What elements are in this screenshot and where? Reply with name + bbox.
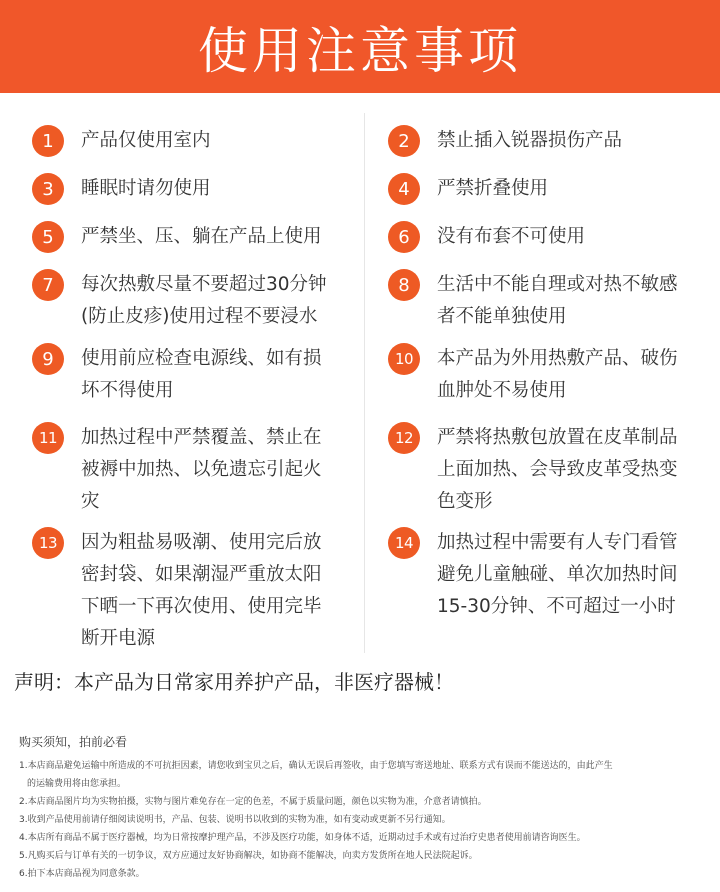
number-badge: 12 [388, 422, 420, 454]
precautions-grid [0, 113, 720, 653]
number-badge: 7 [32, 269, 64, 301]
precaution-text: 加热过程中需要有人专门看管 避免儿童触碰、单次加热时间 15-30分钟、不可超过一小时 [437, 532, 678, 617]
precaution-text: 每次热敷尽量不要超过30分钟 (防止皮疹)使用过程不要浸水 [81, 274, 327, 327]
precaution-text: 睡眠时请勿使用 [81, 178, 211, 199]
precaution-item [32, 173, 352, 205]
precaution-item [32, 125, 352, 157]
notice-line: 3.收到产品使用前请仔细阅读说明书，产品、包装、说明书以收到的实物为准，如有变动或更新不另行通知。 [19, 815, 451, 825]
notice-line: 5.凡购买后与订单有关的一切争议，双方应通过友好协商解决，如协商不能解决，向卖方发货所在地人民法院起诉。 [19, 851, 478, 861]
number-badge: 6 [388, 221, 420, 253]
precaution-item [32, 527, 352, 655]
precaution-item [388, 343, 704, 407]
precaution-text: 生活中不能自理或对热不敏感 者不能单独使用 [437, 274, 678, 327]
precaution-item [388, 173, 704, 205]
precaution-text: 严禁坐、压、躺在产品上使用 [81, 226, 322, 247]
number-badge: 5 [32, 221, 64, 253]
notice-line: 的运输费用将由您承担。 [27, 779, 127, 789]
precaution-item [388, 422, 704, 518]
column-divider [364, 113, 365, 653]
number-badge: 8 [388, 269, 420, 301]
notice-line: 1.本店商品避免运输中所造成的不可抗拒因素，请您收到宝贝之后，确认无误后再签收，由于您填写寄送地址、联系方式有误而不能送达的，由此产生 [19, 761, 613, 771]
precaution-text: 产品仅使用室内 [81, 130, 211, 151]
number-badge: 3 [32, 173, 64, 205]
precaution-item [388, 221, 704, 253]
number-badge: 2 [388, 125, 420, 157]
number-badge: 1 [32, 125, 64, 157]
notice-line: 6.拍下本店商品视为同意条款。 [19, 869, 145, 879]
precaution-item [32, 343, 352, 407]
precaution-text: 加热过程中严禁覆盖、禁止在 被褥中加热、以免遗忘引起火 灾 [81, 427, 322, 512]
precaution-item [32, 269, 352, 333]
precaution-text: 本产品为外用热敷产品、破伤 血肿处不易使用 [437, 348, 678, 401]
precaution-text: 因为粗盐易吸潮、使用完后放 密封袋、如果潮湿严重放太阳 下晒一下再次使用、使用完毕 断开电源 [81, 532, 322, 649]
number-badge: 9 [32, 343, 64, 375]
page-title: 使用注意事项 [198, 21, 522, 80]
number-badge: 10 [388, 343, 420, 375]
precaution-item [388, 125, 704, 157]
number-badge: 4 [388, 173, 420, 205]
number-badge: 13 [32, 527, 64, 559]
precaution-item [32, 221, 352, 253]
precaution-text: 使用前应检查电源线、如有损 坏不得使用 [81, 348, 322, 401]
purchase-notice [19, 733, 709, 883]
number-badge: 11 [32, 422, 64, 454]
precaution-item [388, 269, 704, 333]
notice-title: 购买须知，拍前必看 [19, 735, 128, 749]
disclaimer-statement: 声明：本产品为日常家用养护产品，非医疗器械！ [14, 670, 454, 694]
number-badge: 14 [388, 527, 420, 559]
header-banner [0, 0, 720, 93]
precaution-text: 禁止插入锐器损伤产品 [437, 130, 623, 151]
notice-line: 4.本店所有商品不属于医疗器械，均为日常按摩护理产品，不涉及医疗功能，如身体不适，近期动过手术或有过治疗史患者使用前请咨询医生。 [19, 833, 586, 843]
precaution-item [388, 527, 704, 623]
precaution-text: 严禁折叠使用 [437, 178, 549, 199]
precaution-text: 严禁将热敷包放置在皮革制品 上面加热、会导致皮革受热变 色变形 [437, 427, 678, 512]
precaution-item [32, 422, 352, 518]
precaution-text: 没有布套不可使用 [437, 226, 586, 247]
notice-line: 2.本店商品图片均为实物拍摄，实物与图片难免存在一定的色差，不属于质量问题，颜色以实物为准，介意者请慎拍。 [19, 797, 487, 807]
